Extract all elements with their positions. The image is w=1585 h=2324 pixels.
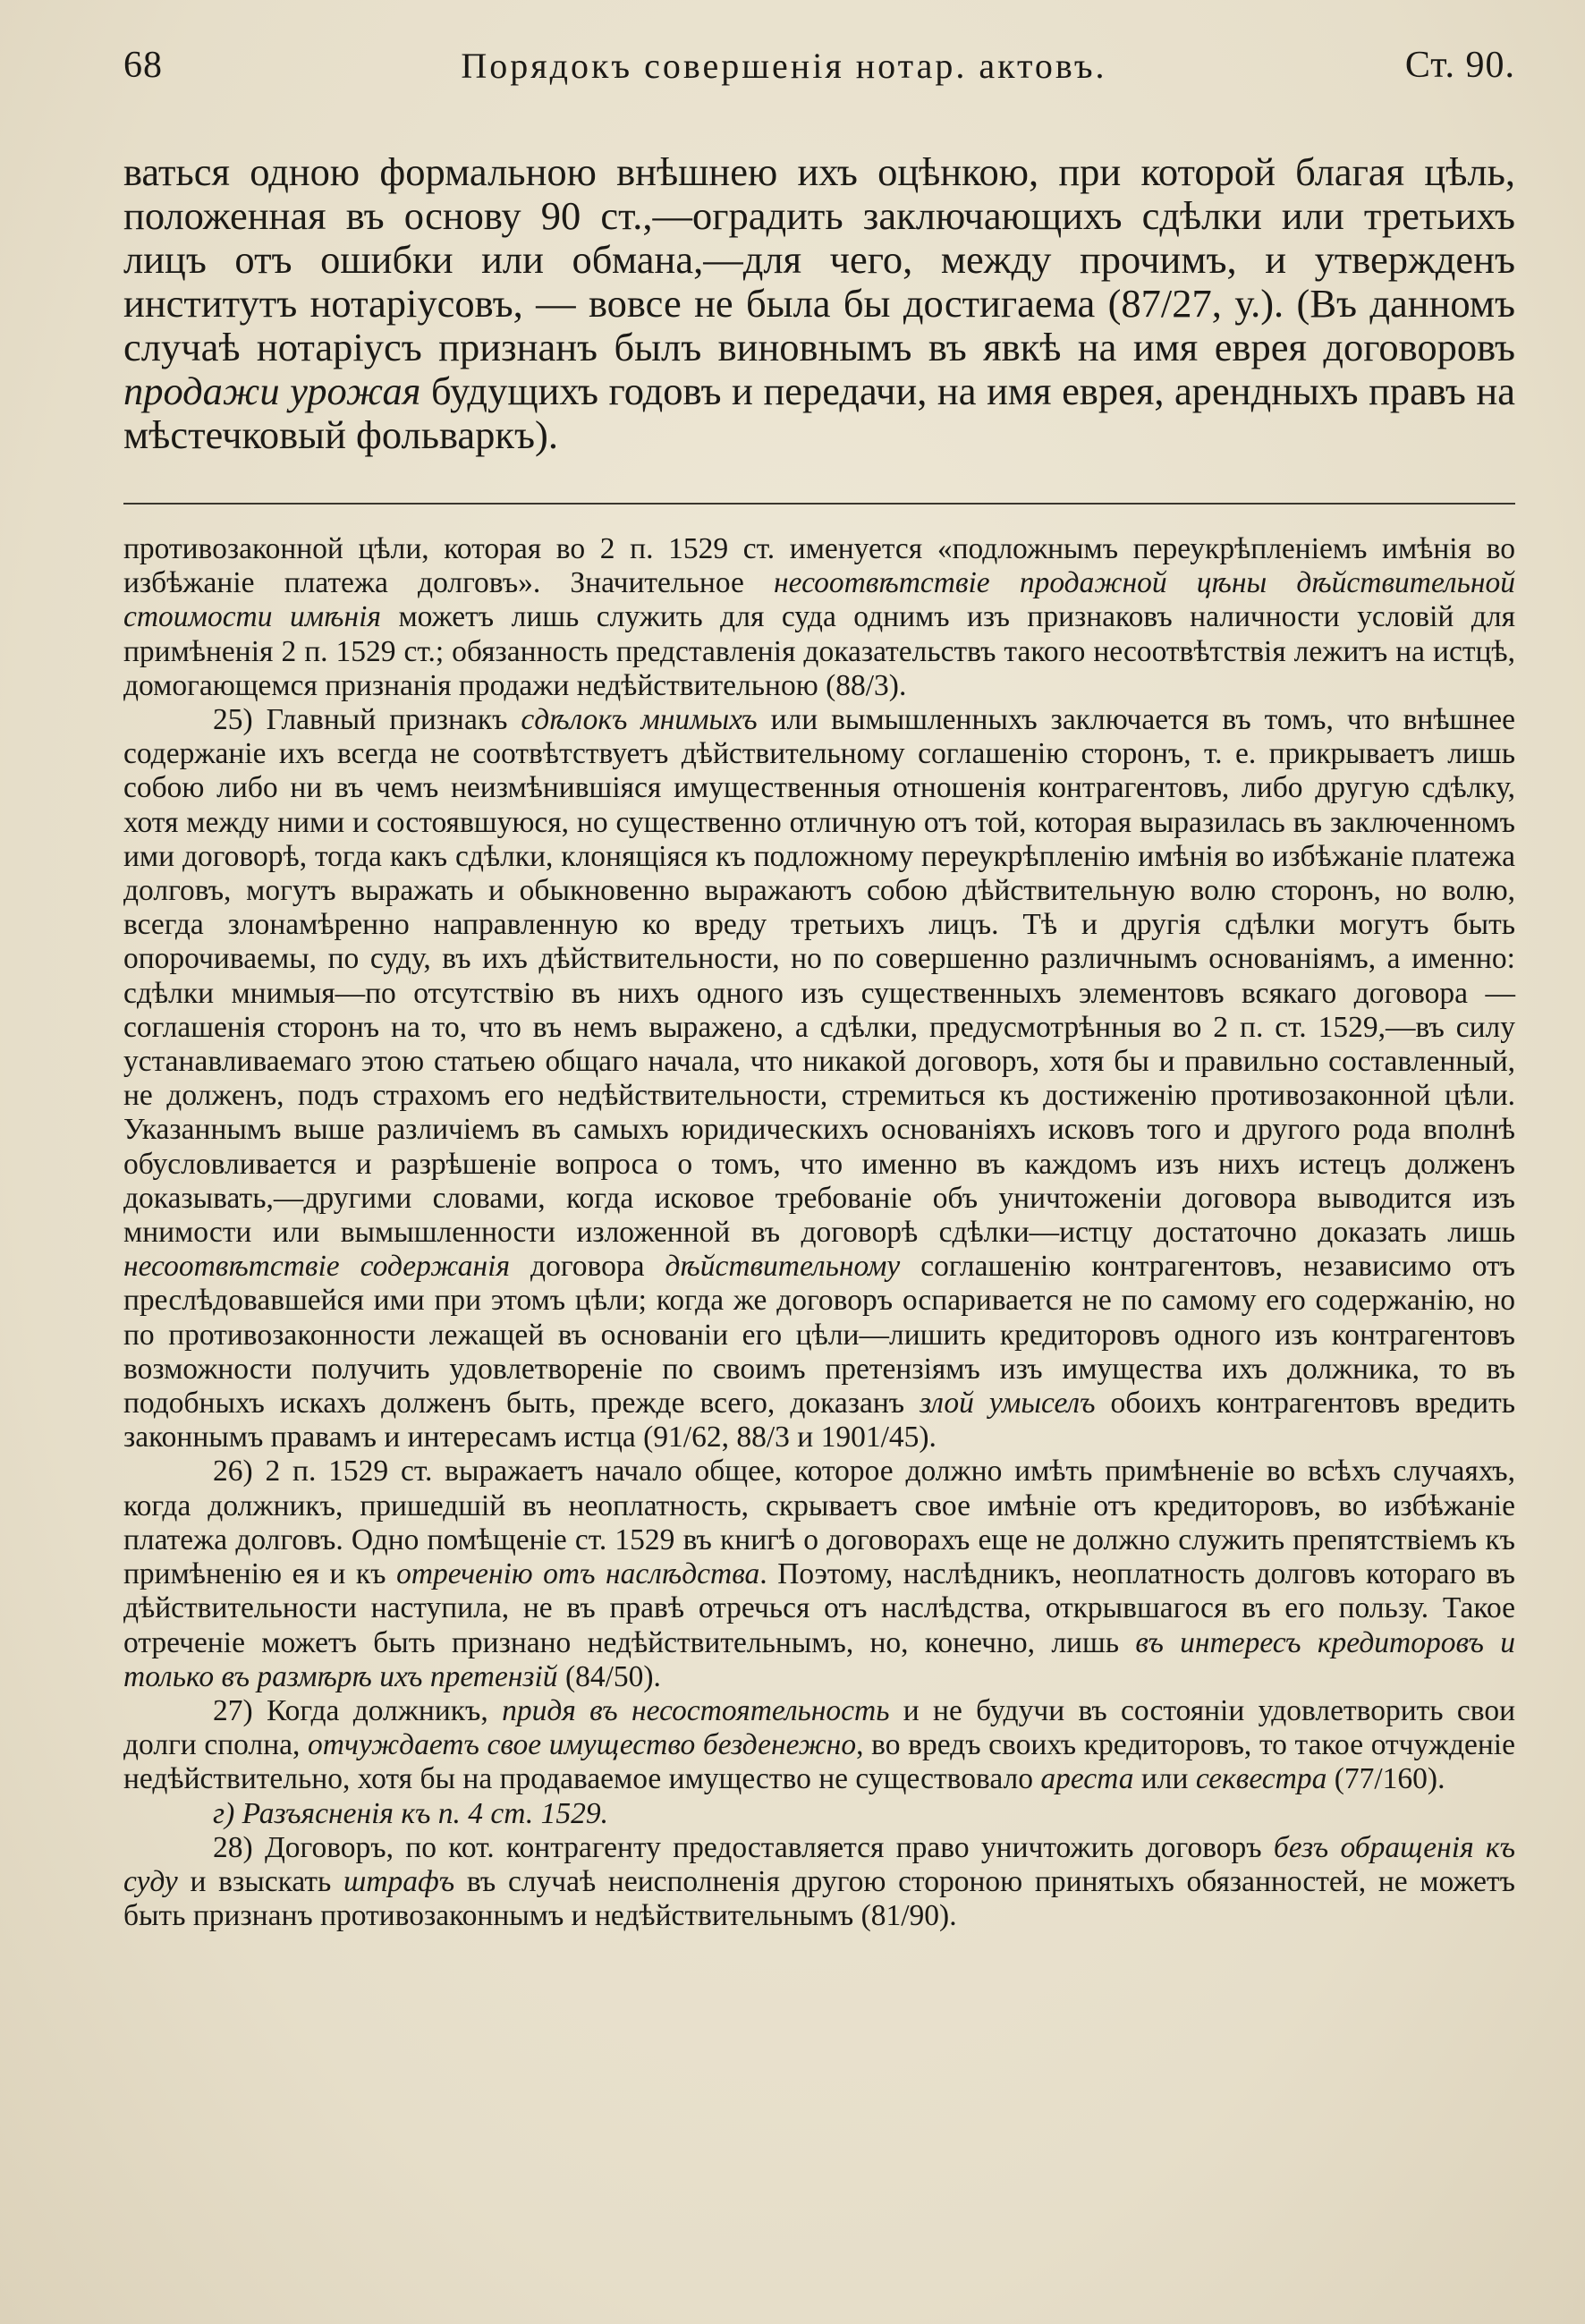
page-number: 68 xyxy=(123,45,163,86)
text-span: противозаконной цѣли, которая во 2 п. 1529 ст. именуется «подложнымъ переукрѣпленіемъ имѣнія во избѣжаніе платежа долговъ». Значительное xyxy=(123,532,1515,600)
main-text xyxy=(123,150,1515,457)
text-span: или xyxy=(1133,1762,1196,1796)
text-span: 26) 2 п. 1529 ст. выражаетъ начало общее, которое должно имѣть примѣненіе во всѣхъ случаяхъ, когда должникъ, пришедшій въ неоплатность, скрываетъ свое имѣніе отъ кредиторовъ, во избѣжаніе платежа долговъ. Одно помѣщеніе ст. 1529 въ книгѣ о договорахъ еще не должно служить препятствіемъ къ примѣненію ея и къ xyxy=(123,1455,1515,1591)
text-span: , во вредъ своихъ кредиторовъ, то такое отчужденіе недѣйствительно, хотя бы на продаваемое имущество не существовало xyxy=(123,1728,1515,1796)
text-span: или вымышленныхъ заключается въ томъ, что внѣшнее содержаніе ихъ всегда не соотвѣтствуетъ дѣйствительному соглашенію сторонъ, т. е. прикрываетъ лишь собою либо ни въ чемъ неизмѣнившіяся имущественныя отношенія контрагентовъ, либо другую сдѣлку, хотя между ними и состоявшуюся, но существенно отличную отъ той, которая выразилась въ заключенномъ ими договорѣ, тогда какъ сдѣлки, клонящіяся къ подложному переукрѣпленію имѣнія во избѣжаніе платежа долговъ, могутъ выражать и обыкновенно выражаютъ собою дѣйствительную волю сторонъ, но волю, всегда злонамѣренно направленную ко вреду третьихъ лицъ. Тѣ и другія сдѣлки могутъ быть опорочиваемы, по суду, въ ихъ дѣйствительности, но по совершенно различнымъ основаніямъ, а именно: сдѣлки мнимыя—по отсутствію въ нихъ одного изъ существенныхъ элементовъ всякаго договора — соглашенія сторонъ на то, что въ немъ выражено, а сдѣлки, предусмотрѣнныя во 2 п. ст. 1529,—въ силу устанавливаемаго этою статьею общаго начала, что никакой договоръ, хотя бы и правильно составленный, не долженъ, подъ страхомъ его недѣйствительности, стремиться къ достиженію противозаконной цѣли. Указаннымъ выше различіемъ въ самыхъ юридическихъ основаніяхъ исковъ того и другого рода вполнѣ обусловливается и разрѣшеніе вопроса о томъ, что именно въ каждомъ изъ нихъ истецъ долженъ доказывать,—другими словами, когда исковое требованіе объ уничтоженіи договора выводится изъ мнимости или вымышленности изложенной въ договорѣ сдѣлки—истцу достаточно доказать лишь xyxy=(123,703,1515,1250)
italic-span: дѣйствительному xyxy=(665,1250,901,1284)
text-span: 27) Когда должникъ, xyxy=(213,1693,503,1727)
italic-span: г) Разъясненія къ п. 4 ст. 1529. xyxy=(213,1796,609,1830)
section-heading xyxy=(123,1797,1515,1831)
note-26 xyxy=(123,1455,1515,1693)
note-continued xyxy=(123,532,1515,703)
text-span: 28) Договоръ, по кот. контрагенту предоставляется право уничтожить договоръ xyxy=(213,1830,1274,1864)
text-span: въ случаѣ неисполненія другою стороною принятыхъ обязанностей, не можетъ быть признанъ противозаконнымъ и недѣйствительнымъ (81/90). xyxy=(123,1864,1515,1933)
italic-span: штрафъ xyxy=(343,1864,455,1898)
text-span: обоихъ контрагентовъ вредить законнымъ правамъ и интересамъ истца (91/62, 88/3 и 1901/45). xyxy=(123,1387,1515,1455)
note-27 xyxy=(123,1694,1515,1797)
italic-span: злой умыселъ xyxy=(920,1387,1096,1421)
italic-span: въ интересъ кредиторовъ и только въ размѣрѣ ихъ претензій xyxy=(123,1625,1515,1693)
italic-span: придя въ несостоятельность xyxy=(502,1693,890,1727)
italic-span: отреченію отъ наслѣдства xyxy=(396,1557,760,1591)
italic-span: отчуждаетъ свое имущество безденежно xyxy=(308,1728,857,1762)
italic-span: секвестра xyxy=(1195,1762,1327,1796)
text-span: . Поэтому, наслѣдникъ, неоплатность долговъ котораго въ дѣйствительности наступила, не въ правѣ отречься отъ наслѣдства, открывшагося въ его пользу. Такое отреченіе можетъ быть признано недѣйствительнымъ, но, конечно, лишь xyxy=(123,1557,1515,1659)
text-span: ваться одною формальною внѣшнею ихъ оцѣнкою, при которой благая цѣль, положенная въ основу 90 ст.,—оградить заключающихъ сдѣлки или третьихъ лицъ отъ ошибки или обмана,—для чего, между прочимъ, и утвержденъ институтъ нотаріусовъ, — вовсе не была бы достигаема (87/27, у.). (Въ данномъ случаѣ нотаріусъ признанъ былъ виновнымъ въ явкѣ на имя еврея договоровъ xyxy=(123,149,1515,369)
footnotes xyxy=(123,532,1515,1933)
text-span: договора xyxy=(510,1250,665,1284)
note-25 xyxy=(123,703,1515,1455)
main-paragraph xyxy=(123,150,1515,457)
running-title: Порядокъ совершенія нотар. актовъ. xyxy=(461,45,1107,86)
text-span: (77/160). xyxy=(1326,1762,1445,1796)
text-span: соглашенію контрагентовъ, независимо отъ преслѣдовавшейся ими при этомъ цѣли; когда же договоръ оспаривается не по самому его содержанію, но по противозаконности лежащей въ основаніи его цѣли—лишить кредиторовъ одного изъ контрагентовъ возможности получить удовлетвореніе по своимъ претензіямъ изъ имущества ихъ должника, то въ подобныхъ искахъ долженъ быть, прежде всего, доказанъ xyxy=(123,1250,1515,1421)
text-span: и взыскать xyxy=(177,1864,344,1898)
italic-span: несоотвѣтствіе содержанія xyxy=(123,1250,511,1284)
text-span: будущихъ годовъ и передачи, на имя еврея, арендныхъ правъ на мѣстечковый фольваркъ). xyxy=(123,369,1515,457)
text-span: и не будучи въ состояніи удовлетворить свои долги сполна, xyxy=(123,1693,1515,1762)
note-28 xyxy=(123,1831,1515,1934)
footnote-divider xyxy=(123,503,1515,505)
text-span: 25) Главный признакъ xyxy=(213,703,521,737)
italic-span: несоотвѣтствіе продажной цѣны дѣйствительной стоимости имѣнія xyxy=(123,566,1515,634)
article-number: Ст. 90. xyxy=(1404,45,1515,86)
italic-span: ареста xyxy=(1040,1762,1134,1796)
italic-span: безъ обращенія къ суду xyxy=(123,1830,1515,1898)
page-header xyxy=(123,34,1515,97)
text-span: можетъ лишь служить для суда однимъ изъ признаковъ наличности условій для примѣненія 2 п. 1529 ст.; обязанность представленія доказательствъ такого несоотвѣтствія лежитъ на истцѣ, домогающемся признанія продажи недѣйствительною (88/3). xyxy=(123,600,1515,702)
text-span: (84/50). xyxy=(557,1659,661,1693)
italic-span: сдѣлокъ мнимыхъ xyxy=(521,703,758,737)
italic-span: продажи урожая xyxy=(123,369,421,413)
